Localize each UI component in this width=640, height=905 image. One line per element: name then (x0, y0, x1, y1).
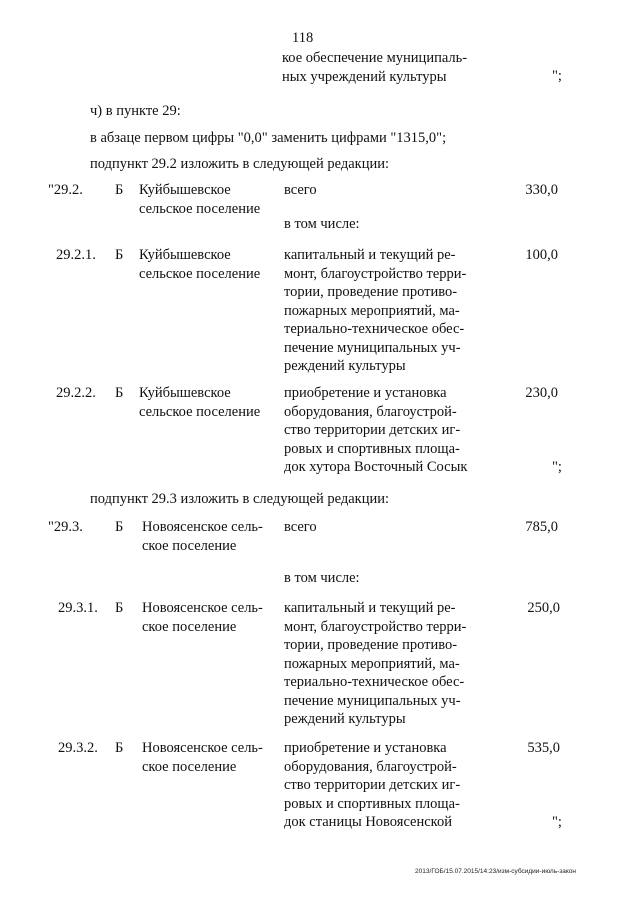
row-letter: Б (115, 247, 124, 263)
row-number: 29.3.2. (58, 740, 98, 756)
row-letter: Б (115, 182, 124, 198)
amount-value: 100,0 (525, 247, 558, 263)
recipient-name-line: ское поселение (142, 537, 237, 554)
purpose-line: приобретение и установка (284, 740, 447, 756)
amount-value: 230,0 (525, 385, 558, 401)
purpose-line: приобретение и установка (284, 385, 447, 401)
purpose-line: монт, благоустройство терри- (284, 618, 467, 635)
row-number: "29.3. (48, 519, 83, 535)
recipient-name-line: Куйбышевское (139, 182, 231, 198)
purpose-text (284, 599, 466, 729)
recipient-name-line: Новоясенское сель- (142, 740, 263, 756)
purpose-line: реждений культуры (284, 358, 406, 374)
recipient-name-line: ское поселение (142, 618, 237, 635)
recipient-name (142, 518, 263, 555)
amount-value: 330,0 (525, 182, 558, 198)
purpose-line: док станицы Новоясенской (284, 814, 453, 830)
recipient-name-line: Куйбышевское (139, 385, 231, 401)
amount-value: 785,0 (525, 519, 558, 535)
recipient-name-line: сельское поселение (139, 200, 261, 217)
amount-value: 250,0 (527, 600, 560, 616)
purpose-line: ровых и спортивных площа- (284, 440, 460, 457)
recipient-name (142, 739, 263, 776)
continuation-text (282, 49, 467, 86)
footer-file-path: 2013/ГОБ/15.07.2015/14:23/изм-субсидии-июль-закон (415, 868, 576, 875)
purpose-text: всего (284, 182, 317, 198)
purpose-line: пожарных мероприятий, ма- (284, 655, 460, 672)
replace-paragraph: в абзаце первом цифры "0,0" заменить цифрами "1315,0"; (90, 130, 447, 146)
purpose-text (284, 246, 466, 376)
purpose-line: капитальный и текущий ре- (284, 600, 456, 616)
recipient-name-line: Куйбышевское (139, 247, 231, 263)
purpose-line: док хутора Восточный Сосык (284, 459, 468, 475)
purpose-text (284, 384, 467, 477)
purpose-line: капитальный и текущий ре- (284, 247, 456, 263)
in-total-label: в том числе: (284, 570, 360, 586)
recipient-name (139, 246, 260, 283)
purpose-text (284, 739, 460, 832)
subpoint-29-3-heading: подпункт 29.3 изложить в следующей редакции: (90, 491, 390, 507)
recipient-name (139, 181, 260, 218)
row-number: 29.2.1. (56, 247, 96, 263)
amount-value: 535,0 (527, 740, 560, 756)
row-letter: Б (115, 600, 124, 616)
recipient-name-line: Новоясенское сель- (142, 600, 263, 616)
continuation-line: ных учреждений культуры (282, 68, 447, 85)
purpose-line: оборудования, благоустрой- (284, 403, 457, 420)
recipient-name-line: сельское поселение (139, 265, 261, 282)
purpose-line: печение муниципальных уч- (284, 692, 461, 709)
row-number: "29.2. (48, 182, 83, 198)
row-number: 29.3.1. (58, 600, 98, 616)
purpose-line: монт, благоустройство терри- (284, 265, 467, 282)
purpose-line: ровых и спортивных площа- (284, 795, 460, 812)
purpose-line: реждений культуры (284, 711, 406, 727)
purpose-line: пожарных мероприятий, ма- (284, 302, 460, 319)
closing-quote: "; (552, 459, 562, 475)
page-number: 118 (292, 30, 314, 46)
closing-quote: "; (552, 814, 562, 830)
purpose-line: оборудования, благоустрой- (284, 758, 457, 775)
item-paragraph: ч) в пункте 29: (90, 103, 181, 119)
recipient-name-line: ское поселение (142, 758, 237, 775)
closing-quote: "; (552, 68, 562, 84)
recipient-name-line: Новоясенское сель- (142, 519, 263, 535)
row-letter: Б (115, 519, 124, 535)
recipient-name (139, 384, 260, 421)
purpose-line: печение муниципальных уч- (284, 339, 461, 356)
row-letter: Б (115, 740, 124, 756)
purpose-text: всего (284, 519, 317, 535)
recipient-name (142, 599, 263, 636)
subpoint-29-2-heading: подпункт 29.2 изложить в следующей редакции: (90, 156, 390, 172)
purpose-line: тории, проведение противо- (284, 284, 458, 300)
purpose-line: териально-техническое обес- (284, 321, 465, 337)
row-number: 29.2.2. (56, 385, 96, 401)
row-letter: Б (115, 385, 124, 401)
purpose-line: териально-техническое обес- (284, 674, 465, 690)
purpose-line: ство территории детских иг- (284, 777, 461, 793)
purpose-line: ство территории детских иг- (284, 422, 461, 438)
purpose-line: тории, проведение противо- (284, 637, 458, 653)
in-total-label: в том числе: (284, 216, 360, 232)
continuation-line: кое обеспечение муниципаль- (282, 50, 468, 66)
recipient-name-line: сельское поселение (139, 403, 261, 420)
